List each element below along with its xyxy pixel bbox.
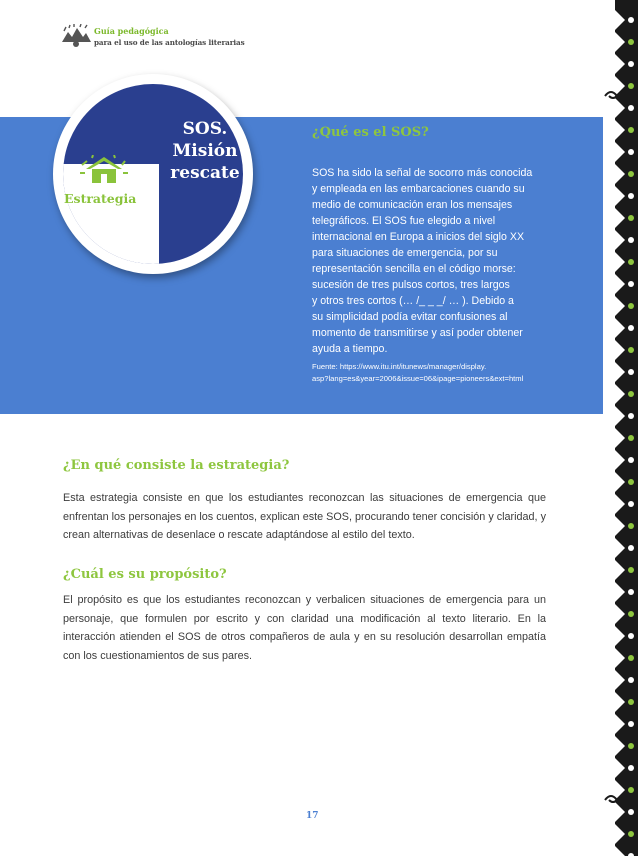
border-dot [628, 787, 634, 793]
border-dot [628, 545, 634, 551]
border-dot [628, 677, 634, 683]
sos-body-line: y otros tres cortos (… /_ _ _/ … ). Debido a [312, 295, 514, 307]
band-zigzag-edge [0, 402, 603, 416]
border-dot [628, 303, 634, 309]
border-dot [628, 171, 634, 177]
sos-body-line: medio de comunicación eran los mensajes [312, 199, 513, 211]
sos-body-line: para situaciones de emergencia, por su [312, 247, 498, 259]
border-dot [628, 523, 634, 529]
border-dot [628, 831, 634, 837]
sos-body-line: telegráficos. El SOS fue elegido a nivel [312, 215, 496, 227]
page-number: 17 [306, 811, 319, 821]
border-dot [628, 259, 634, 265]
sos-body [312, 165, 548, 357]
andean-pattern-border [603, 0, 638, 856]
border-dot [628, 809, 634, 815]
badge-title [150, 118, 260, 184]
header-title: Guía pedagógica [94, 26, 169, 36]
border-dot [628, 193, 634, 199]
sos-body-line: SOS ha sido la señal de socorro más conocida [312, 167, 533, 179]
source-line: Fuente: https://www.itu.int/itunews/manager/display. [312, 362, 487, 371]
source-line: asp?lang=es&year=2006&issue=06&ipage=pioneers&ext=html [312, 374, 524, 383]
sos-body-line: momento de transmitirse y así poder obtener [312, 327, 523, 339]
house-sun-icon [78, 155, 130, 191]
border-dot [628, 17, 634, 23]
sos-body-line: internacional en Europa a inicios del siglo XX [312, 231, 525, 243]
border-dot [628, 611, 634, 617]
border-dot [628, 567, 634, 573]
sos-source [312, 361, 552, 385]
badge-title-line: SOS. [182, 119, 228, 139]
border-dot [628, 127, 634, 133]
border-dot [628, 347, 634, 353]
border-dot [628, 39, 634, 45]
border-dot [628, 589, 634, 595]
border-dot [628, 61, 634, 67]
border-dot [628, 721, 634, 727]
section-heading-strategy: ¿En qué consiste la estrategia? [63, 458, 290, 473]
border-dot [628, 83, 634, 89]
border-dot [628, 743, 634, 749]
border-dot [628, 105, 634, 111]
border-dot [628, 237, 634, 243]
sos-heading: ¿Qué es el SOS? [312, 125, 429, 140]
border-dot [628, 413, 634, 419]
section-body-strategy: Esta estrategia consiste en que los estudiantes reconozcan las situaciones de emergencia que enfrentan los personajes en los cuentos, explican este SOS, procurando tener concisión y claridad, y crean alternativas de desenlace o rescate adaptándose al estilo del texto. [63, 492, 546, 541]
border-dot [628, 633, 634, 639]
border-dot [628, 765, 634, 771]
border-dot [628, 501, 634, 507]
border-dot [628, 391, 634, 397]
sos-body-line: sucesión de tres pulsos cortos, tres largos [312, 279, 510, 291]
landscape-mountains-icon [60, 24, 92, 48]
sos-body-line: y empleada en las embarcaciones cuando su [312, 183, 525, 195]
border-dot [628, 369, 634, 375]
border-dot [628, 281, 634, 287]
border-dot [628, 325, 634, 331]
border-dot [628, 435, 634, 441]
header-subtitle: para el uso de las antologías literarias [94, 38, 245, 47]
border-dot [628, 149, 634, 155]
border-dot [628, 457, 634, 463]
border-dot [628, 215, 634, 221]
border-dot [628, 699, 634, 705]
border-dot [628, 479, 634, 485]
badge-title-line: Misión [172, 141, 238, 161]
section-body-purpose: El propósito es que los estudiantes reconozcan y verbalicen situaciones de emergencia para un personaje, que formulen por escrito y con claridad una modificación al texto literario. En la interacción atienden el SOS de otros compañeros de aula y en su resolución desarrollan empatía con los cuestionamientos de sus pares. [63, 594, 546, 662]
sos-body-line: representación sencilla en el código morse: [312, 263, 516, 275]
section-heading-purpose: ¿Cuál es su propósito? [63, 567, 227, 582]
sos-body-line: ayuda a tiempo. [312, 343, 388, 355]
strategy-label: Estrategia [64, 191, 137, 206]
border-dot [628, 655, 634, 661]
badge-title-line: rescate [170, 163, 240, 183]
page-header [60, 24, 280, 54]
sos-body-line: su simplicidad podía evitar confusiones al [312, 311, 508, 323]
